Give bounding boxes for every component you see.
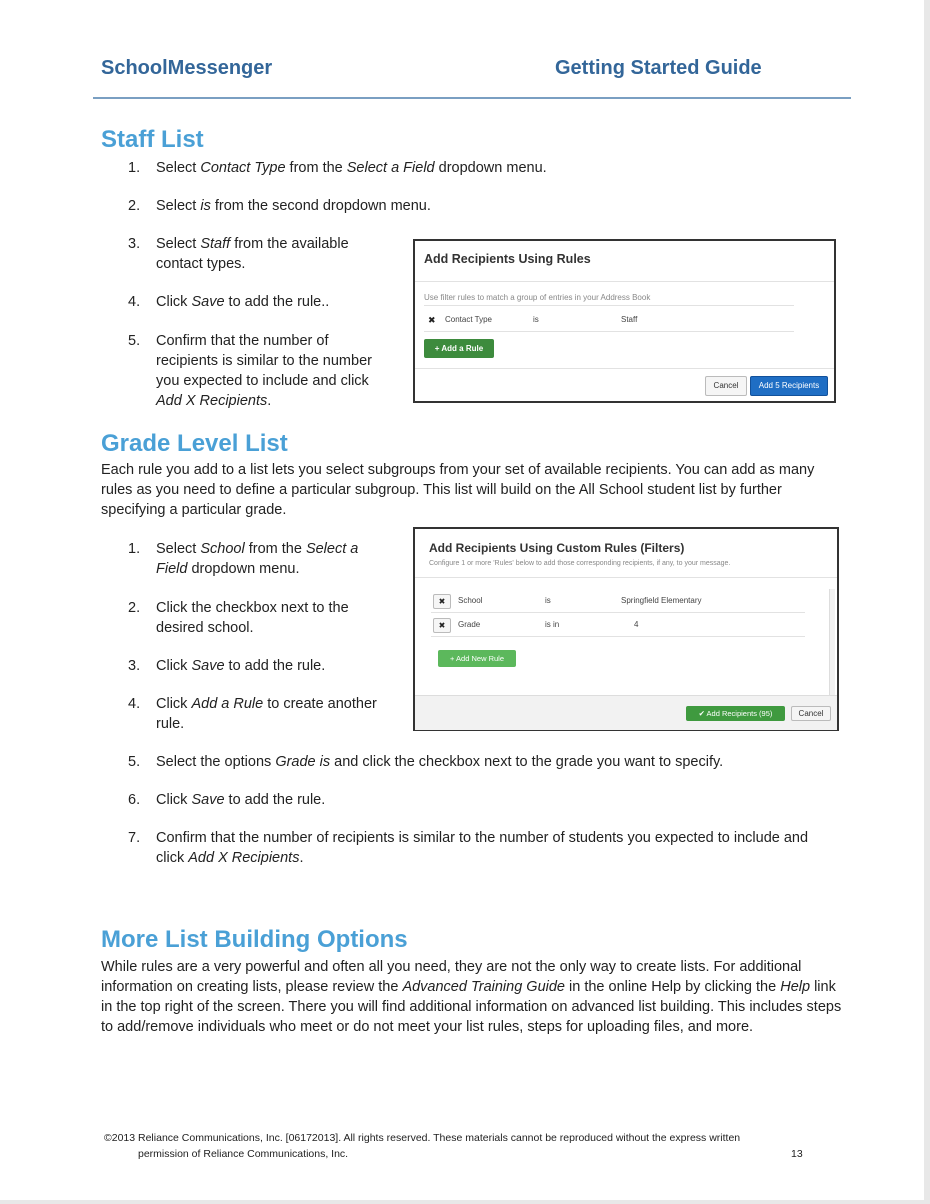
panel2-title: Add Recipients Using Custom Rules (Filters) xyxy=(429,541,685,555)
staff-step: 2. Select is from the second dropdown menu. xyxy=(128,198,431,214)
grade-step: 6. Click Save to add the rule. xyxy=(128,792,326,808)
add-new-rule-button[interactable]: + Add New Rule xyxy=(438,650,516,667)
header-divider xyxy=(93,97,851,99)
page-edge-bottom xyxy=(0,1200,930,1204)
header-brand: SchoolMessenger xyxy=(101,57,273,79)
cancel-button[interactable]: Cancel xyxy=(705,376,747,396)
rule-field: Grade xyxy=(458,620,481,629)
header-guide-title: Getting Started Guide xyxy=(555,57,762,79)
add-recipients-button[interactable]: Add 5 Recipients xyxy=(750,376,828,396)
staff-step: 3. Select Staff from the available contact types. xyxy=(128,236,349,272)
rule-operator: is xyxy=(545,596,551,605)
grade-step: 1. Select School from the Select a Field dropdown menu. xyxy=(128,541,359,577)
grade-step: 7. Confirm that the number of recipients is similar to the number of students you expected to include and click Add X Recipients. xyxy=(128,830,809,866)
page-number: 13 xyxy=(791,1148,803,1160)
more-options-heading: More List Building Options xyxy=(101,926,408,953)
rule-operator: is xyxy=(533,315,539,324)
page-edge xyxy=(924,0,930,1204)
rule-field: School xyxy=(458,596,483,605)
remove-rule-icon[interactable]: ✖ xyxy=(433,594,451,609)
add-recipients-button[interactable]: ✔ Add Recipients (95) xyxy=(686,706,785,721)
add-rule-button[interactable]: + Add a Rule xyxy=(424,339,494,358)
footer-copyright: ©2013 Reliance Communications, Inc. [06172013]. All rights reserved. These materials cannot be reproduced without the express written xyxy=(104,1132,741,1144)
grade-step: 4. Click Add a Rule to create another rule. xyxy=(128,696,377,732)
rule-field: Contact Type xyxy=(445,315,492,324)
rule-operator: is in xyxy=(545,620,560,629)
staff-step: 4. Click Save to add the rule.. xyxy=(128,294,330,310)
rule-value: Staff xyxy=(621,315,638,324)
footer-permission: permission of Reliance Communications, Inc. xyxy=(138,1148,349,1160)
grade-intro: Each rule you add to a list lets you select subgroups from your set of available recipients. You can add as many rules as you need to define a particular subgroup. This list will build on the All School student list by further specifying a particular grade. xyxy=(101,462,815,518)
scrollbar[interactable] xyxy=(829,589,835,699)
grade-level-heading: Grade Level List xyxy=(101,430,288,457)
grade-step: 3. Click Save to add the rule. xyxy=(128,658,326,674)
panel2-subtitle: Configure 1 or more 'Rules' below to add those corresponding recipients, if any, to your message. xyxy=(429,560,731,567)
rule-value: 4 xyxy=(634,620,639,629)
cancel-button[interactable]: Cancel xyxy=(791,706,831,721)
grade-step: 2. Click the checkbox next to the desired school. xyxy=(128,600,349,636)
staff-list-heading: Staff List xyxy=(101,126,204,153)
more-options-body: While rules are a very powerful and often all you need, they are not the only way to create lists. For additional information on creating lists, please review the Advanced Training Guide in the online Help by clicking the Help link in the top right of the screen. There you will find additional information on advanced list building. This includes steps to add/remove individuals who meet or do not meet your list rules, steps for uploading files, and more. xyxy=(101,959,842,1035)
staff-step: 1. Select Contact Type from the Select a Field dropdown menu. xyxy=(128,160,547,176)
add-recipients-rules-screenshot xyxy=(413,239,836,403)
remove-rule-icon[interactable]: ✖ xyxy=(428,315,436,325)
panel1-subtitle: Use filter rules to match a group of entries in your Address Book xyxy=(424,293,651,302)
panel1-title: Add Recipients Using Rules xyxy=(424,252,591,266)
rule-value: Springfield Elementary xyxy=(621,596,702,605)
grade-step: 5. Select the options Grade is and click the checkbox next to the grade you want to specify. xyxy=(128,754,724,770)
staff-step: 5. Confirm that the number of recipients is similar to the number you expected to include and click Add X Recipients. xyxy=(128,333,372,409)
remove-rule-icon[interactable]: ✖ xyxy=(433,618,451,633)
add-recipients-custom-rules-screenshot xyxy=(413,527,839,731)
